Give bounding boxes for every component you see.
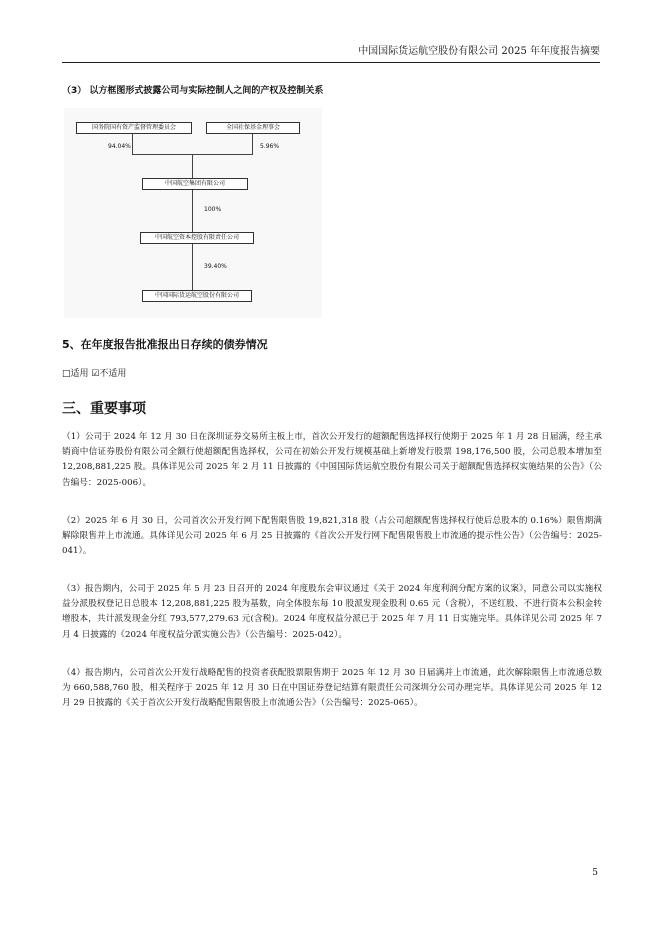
capital-holding-box: 中国航空资本控股有限责任公司 bbox=[140, 232, 254, 244]
ownership-chart bbox=[64, 108, 322, 318]
airchina-group-box: 中国航空集团有限公司 bbox=[142, 178, 248, 190]
connector-line bbox=[192, 190, 193, 232]
ssf-pct: 5.96% bbox=[260, 143, 280, 150]
sasac-box: 国务院国有资产监督管理委员会 bbox=[76, 122, 192, 134]
connector-line bbox=[192, 154, 193, 178]
ssf-box: 全国社保基金理事会 bbox=[206, 122, 300, 134]
sasac-pct: 94.04% bbox=[108, 143, 131, 150]
page-header-title: 中国国际货运航空股份有限公司 2025 年年度报告摘要 bbox=[358, 46, 600, 57]
ownership-heading: （3） 以方框图形式披露公司与实际控制人之间的产权及控制关系 bbox=[62, 86, 324, 96]
capital-pct: 39.40% bbox=[204, 263, 227, 270]
company-box: 中国国际货运航空股份有限公司 bbox=[142, 290, 252, 302]
bonds-applicable: □适用 ☑不适用 bbox=[62, 369, 127, 379]
connector-line bbox=[132, 134, 133, 154]
paragraph: （1）公司于 2024 年 12 月 30 日在深圳证券交易所主板上市，首次公开发行的超额配售选择权行使期于 2025 年 1 月 28 日届满，经主承销商中信证券股份有限公司全额行使超额配售选择权，公司在初始公开发行规模基础上新增发行股票 198,176,500 股，公司总股本增加至 12,208,881,225 股。具体详见公司 2025 年 2 月 11 日披露的《中国国际货运航空股份有限公司关于超额配售选择权实施结果的公告》（公告编号：2025-006）。 bbox=[62, 432, 602, 488]
paragraph: （3）报告期内，公司于 2025 年 5 月 23 日召开的 2024 年度股东会审议通过《关于 2024 年度利润分配方案的议案》，同意公司以实施权益分派股权登记日总股本 12,208,881,225 股为基数，向全体股东每 10 股派发现金股利 0.65 元（含税），不送红股、不进行资本公积金转增股本，共计派发现金分红 793,577,279.63 元(含税)。2024 年度权益分派已于 2025 年 7 月 11 日实施完毕。具体详见公司 2025 年 7 月 4 日披露的《2024 年度权益分派实施公告》（公告编号：2025-042）。 bbox=[62, 584, 602, 640]
bonds-heading: 5、在年度报告批准报出日存续的债券情况 bbox=[62, 338, 268, 351]
page-header bbox=[62, 44, 600, 63]
paragraph: （4）报告期内，公司首次公开发行战略配售的投资者获配股票限售期于 2025 年 12 月 30 日届满并上市流通，此次解除限售上市流通总数为 660,588,760 股，相关程序于 2025 年 12 月 30 日在中国证券登记结算有限责任公司深圳分公司办理完毕。具体详见公司 2025 年 12 月 29 日披露的《关于首次公开发行战略配售限售股上市流通公告》（公告编号：2025-065）。 bbox=[62, 668, 602, 709]
connector-line bbox=[252, 134, 253, 154]
page-number: 5 bbox=[592, 868, 598, 878]
section-heading: 三、重要事项 bbox=[62, 401, 146, 417]
group-pct: 100% bbox=[204, 206, 222, 213]
paragraph: （2）2025 年 6 月 30 日，公司首次公开发行网下配售限售股 19,821,318 股（占公司超额配售选择权行使后总股本的 0.16%）限售期满解除限售并上市流通。具体详见公司 2025 年 6 月 25 日披露的《首次公开发行网下配售限售股上市流通的提示性公告》（公告编号：2025-041）。 bbox=[62, 516, 602, 557]
connector-line bbox=[192, 244, 193, 290]
